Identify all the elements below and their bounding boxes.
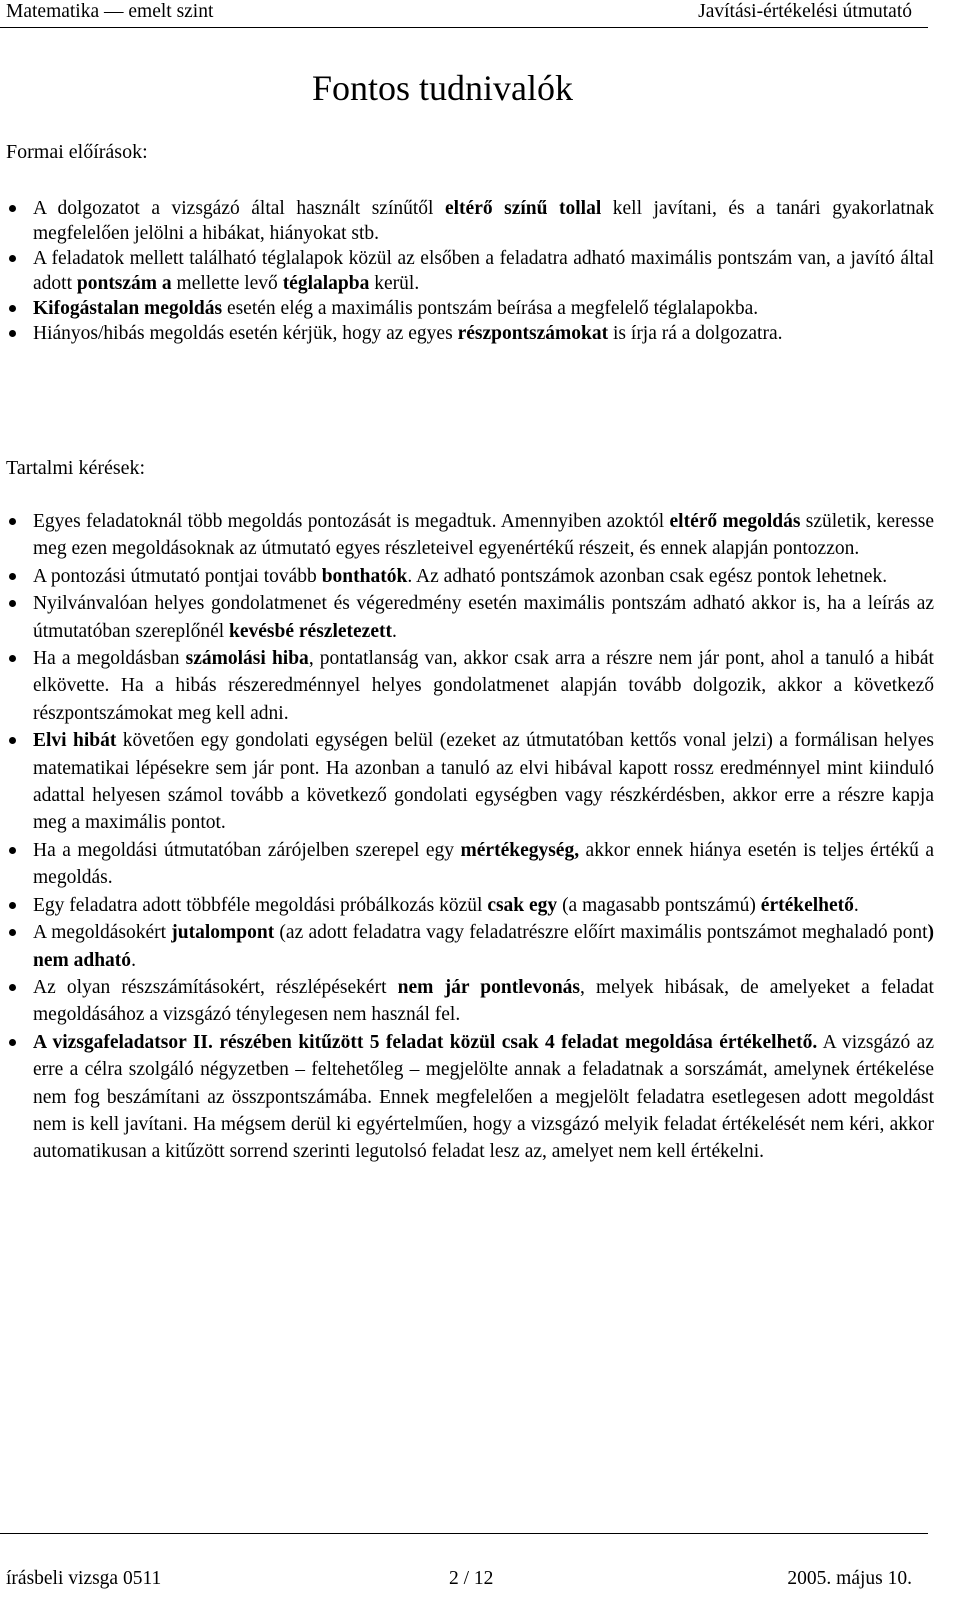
page-footer [0,1533,928,1610]
list-item: A megoldásokért jutalompont (az adott feladatra vagy feladatrészre előírt maximális pontszámot meghaladó pont) nem adható. [6,919,934,974]
list-item: Hiányos/hibás megoldás esetén kérjük, hogy az egyes részpontszámokat is írja rá a dolgozatra. [6,321,934,346]
content-list [6,508,934,1166]
list-item: A pontozási útmutató pontjai tovább bonthatók. Az adható pontszámok azonban csak egész pontok lehetnek. [6,563,934,590]
list-item: Kifogástalan megoldás esetén elég a maximális pontszám beírása a megfelelő téglalapokba. [6,296,934,321]
formal-list [6,196,934,346]
content-heading: Tartalmi kérések: [6,457,146,479]
list-item: Az olyan részszámításokért, részlépésekért nem jár pontlevonás, melyek hibásak, de amelyeket a feladat megoldásához a vizsgázó ténylegesen nem használ fel. [6,974,934,1029]
footer-date: 2005. május 10. [787,1568,912,1589]
list-item: A vizsgafeladatsor II. részében kitűzött 5 feladat közül csak 4 feladat megoldása értékelhető. A vizsgázó az erre a célra szolgáló négyzetben – feltehetőleg – megjelölte annak a feladatnak a sorszámát, amelynek értékelése nem fog beszámítani az összpontszámába. Ennek megfelelően a megjelölt feladatra esetlegesen adott megoldást nem is kell javítani. Ha mégsem derül ki egyértelműen, hogy a vizsgázó melyik feladat értékelését nem kéri, akkor automatikusan a kitűzött sorrend szerinti legutolsó feladat lesz az, amelyet nem kell értékelni. [6,1029,934,1166]
header-doc-type: Javítási-értékelési útmutató [698,1,912,22]
list-item: A feladatok mellett található téglalapok közül az elsőben a feladatra adható maximális pontszám van, a javító által adott pontszám a mellette levő téglalapba kerül. [6,246,934,296]
page-header [0,0,928,28]
footer-page-number: 2 / 12 [449,1568,494,1589]
list-item: A dolgozatot a vizsgázó által használt színűtől eltérő színű tollal kell javítani, és a tanári gyakorlatnak megfelelően jelölni a hibákat, hiányokat stb. [6,196,934,246]
list-item: Nyilvánvalóan helyes gondolatmenet és végeredmény esetén maximális pontszám adható akkor is, ha a leírás az útmutatóban szereplőnél kevésbé részletezett. [6,590,934,645]
list-item: Ha a megoldásban számolási hiba, pontatlanság van, akkor csak arra a részre nem jár pont, ahol a tanuló a hibát elkövette. Ha a hibás részeredménnyel helyes gondolatmenet alapján tovább dolgozik, akkor a következő részpontszámokat meg kell adni. [6,645,934,727]
list-item: Elvi hibát követően egy gondolati egységen belül (ezeket az útmutatóban kettős vonal jelzi) a formálisan helyes matematikai lépésekre sem jár pont. Ha azonban a tanuló az elvi hibával kapott rossz eredménnyel mint kiinduló adattal helyesen számol tovább a következő gondolati egységben vagy részkérdésben, akkor erre a részre kapja meg a maximális pontot. [6,727,934,837]
header-subject: Matematika — emelt szint [6,1,214,22]
list-item: Ha a megoldási útmutatóban zárójelben szerepel egy mértékegység, akkor ennek hiánya esetén is teljes értékű a megoldás. [6,837,934,892]
formal-heading: Formai előírások: [6,141,148,163]
list-item: Egy feladatra adott többféle megoldási próbálkozás közül csak egy (a magasabb pontszámú) értékelhető. [6,892,934,919]
footer-exam: írásbeli vizsga 0511 [6,1568,162,1589]
list-item: Egyes feladatoknál több megoldás pontozását is megadtuk. Amennyiben azoktól eltérő megoldás születik, keresse meg ezen megoldásoknak az útmutató egyes részleteivel egyenértékű részeit, és ennek alapján pontozzon. [6,508,934,563]
page-title: Fontos tudnivalók [312,68,574,108]
